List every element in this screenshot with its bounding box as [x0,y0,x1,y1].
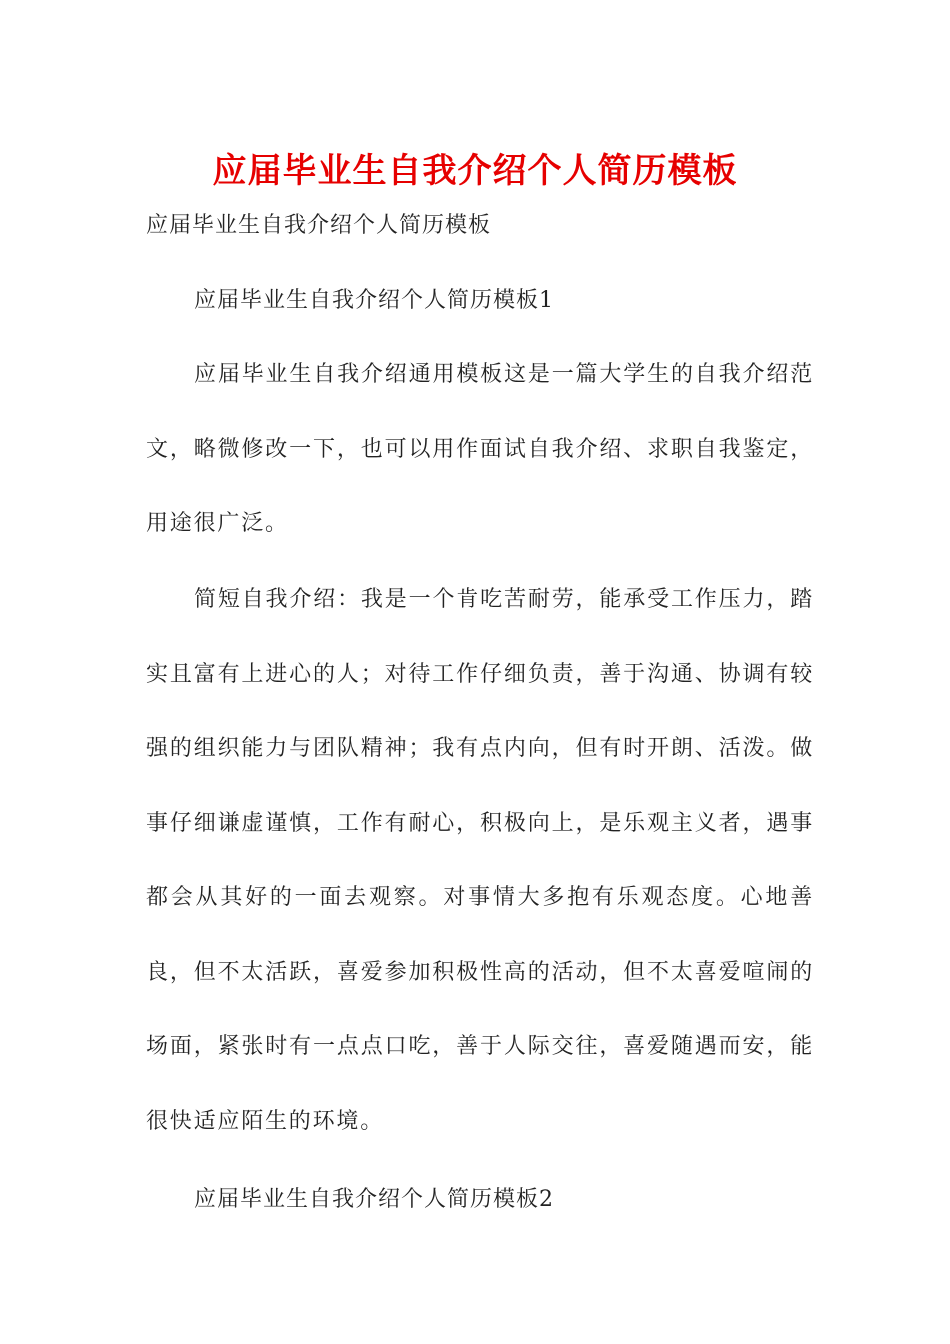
section-heading-1: 应届毕业生自我介绍个人简历模板1 [194,288,554,313]
section-heading-2: 应届毕业生自我介绍个人简历模板2 [194,1187,554,1212]
paragraph-self-introduction: 简短自我介绍：我是一个肯吃苦耐劳，能承受工作压力，踏实且富有上进心的人；对待工作仔细负责，善于沟通、协调有较强的组织能力与团队精神；我有点内向，但有时开朗、活泼。做事仔细谦虚谨慎，工作有耐心，积极向上，是乐观主义者，遇事都会从其好的一面去观察。对事情大多抱有乐观态度。心地善良，但不太活跃，喜爱参加积极性高的活动，但不太喜爱喧闹的场面，紧张时有一点点口吃，善于人际交往，喜爱随遇而安，能很快适应陌生的环境。 [146,587,814,1134]
document-title: 应届毕业生自我介绍个人简历模板 [212,151,738,191]
paragraph-intro: 应届毕业生自我介绍通用模板这是一篇大学生的自我介绍范文，略微修改一下，也可以用作面试自我介绍、求职自我鉴定，用途很广泛。 [146,362,814,536]
document-subtitle: 应届毕业生自我介绍个人简历模板 [146,213,492,238]
